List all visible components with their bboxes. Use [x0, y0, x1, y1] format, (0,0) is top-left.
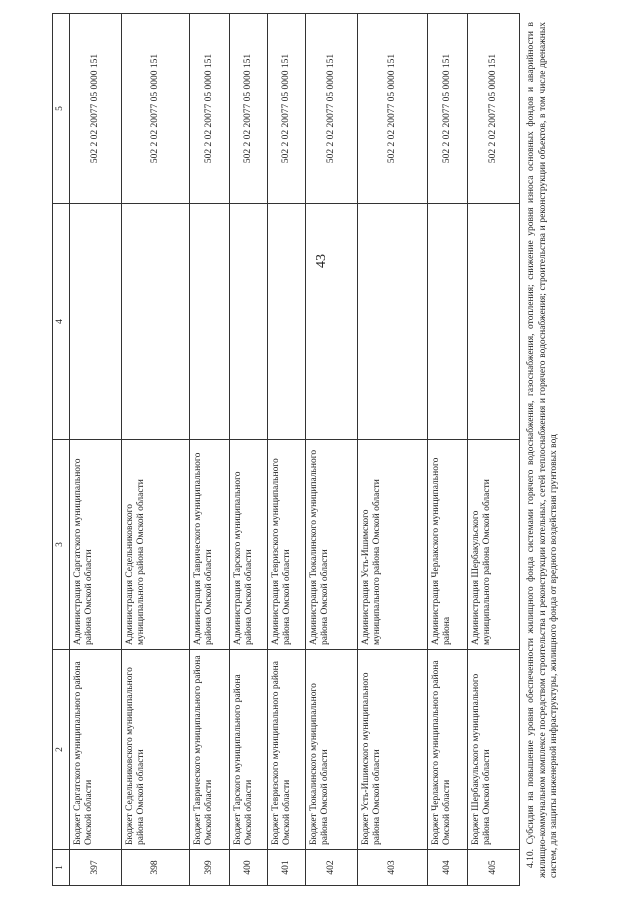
code-cell: 502 2 02 20077 05 0000 151: [358, 14, 428, 204]
column-4-cell: [358, 204, 428, 440]
row-number: 400: [230, 850, 268, 886]
row-number: 402: [306, 850, 358, 886]
column-4-cell: [268, 204, 306, 440]
row-number: 397: [70, 850, 122, 886]
column-header: 3: [53, 440, 70, 650]
table-row: [358, 14, 428, 886]
budget-table: [52, 13, 520, 886]
budget-cell: Бюджет Шербакульского муниципального района Омской области: [468, 650, 520, 850]
administrator-cell: Администрация Усть-Ишимского муниципального района Омской области: [358, 440, 428, 650]
code-cell: 502 2 02 20077 05 0000 151: [428, 14, 468, 204]
table-row: [230, 14, 268, 886]
rotated-table-block: [52, 14, 572, 886]
code-cell: 502 2 02 20077 05 0000 151: [190, 14, 230, 204]
row-number: 403: [358, 850, 428, 886]
code-cell: 502 2 02 20077 05 0000 151: [70, 14, 122, 204]
table-row: [70, 14, 122, 886]
budget-cell: Бюджет Усть-Ишимского муниципального района Омской области: [358, 650, 428, 850]
table-row: [190, 14, 230, 886]
budget-cell: Бюджет Тарского муниципального района Омской области: [230, 650, 268, 850]
row-number: 404: [428, 850, 468, 886]
column-4-cell: [70, 204, 122, 440]
column-header: 2: [53, 650, 70, 850]
code-cell: 502 2 02 20077 05 0000 151: [268, 14, 306, 204]
table-row: [122, 14, 190, 886]
administrator-cell: Администрация Черлакского муниципального района: [428, 440, 468, 650]
administrator-cell: Администрация Саргатского муниципального района Омской области: [70, 440, 122, 650]
column-4-cell: [428, 204, 468, 440]
column-header: 1: [53, 850, 70, 886]
table-row: [306, 14, 358, 886]
column-header: 5: [53, 14, 70, 204]
row-number: 399: [190, 850, 230, 886]
budget-cell: Бюджет Тевризского муниципального района Омской области: [268, 650, 306, 850]
code-cell: 502 2 02 20077 05 0000 151: [468, 14, 520, 204]
row-number: 405: [468, 850, 520, 886]
administrator-cell: Администрация Тевризского муниципального района Омской области: [268, 440, 306, 650]
budget-cell: Бюджет Седельниковского муниципального района Омской области: [122, 650, 190, 850]
code-cell: 502 2 02 20077 05 0000 151: [230, 14, 268, 204]
column-4-cell: [122, 204, 190, 440]
code-cell: 502 2 02 20077 05 0000 151: [306, 14, 358, 204]
administrator-cell: Администрация Тюкалинского муниципального района Омской области: [306, 440, 358, 650]
header-row: [53, 14, 70, 886]
administrator-cell: Администрация Тарского муниципального района Омской области: [230, 440, 268, 650]
budget-cell: Бюджет Таврического муниципального района Омской области: [190, 650, 230, 850]
row-number: 398: [122, 850, 190, 886]
budget-cell: Бюджет Саргатского муниципального района Омской области: [70, 650, 122, 850]
column-4-cell: [190, 204, 230, 440]
row-number: 401: [268, 850, 306, 886]
column-4-cell: [468, 204, 520, 440]
budget-cell: Бюджет Тюкалинского муниципального района Омской области: [306, 650, 358, 850]
column-4-cell: [230, 204, 268, 440]
budget-cell: Бюджет Черлакского муниципального района Омской области: [428, 650, 468, 850]
table-row: [468, 14, 520, 886]
section-note: 4.10. Субсидия на повышение уровня обеспеченности жилищного фонда системами горячего водоснабжения, газоснабжения, отопления; снижение уровня износа основных фондов и аварийности в жилищно-коммунальном комплексе посредством строительства и реконструкции котельных, сетей теплоснабжения и горячего водоснабжения; строительства и реконструкции объектов, в том числе дренажных систем, для защиты инженерной инфраструктуры, жилищного фонда от вредного воздействия грунтовых вод: [526, 22, 559, 878]
page-number: 43: [314, 254, 329, 268]
column-header: 4: [53, 204, 70, 440]
administrator-cell: Администрация Таврического муниципального района Омской области: [190, 440, 230, 650]
table-row: [268, 14, 306, 886]
table-row: [428, 14, 468, 886]
code-cell: 502 2 02 20077 05 0000 151: [122, 14, 190, 204]
administrator-cell: Администрация Шербакульского муниципального района Омской области: [468, 440, 520, 650]
administrator-cell: Администрация Седельниковского муниципального района Омской области: [122, 440, 190, 650]
column-4-cell: [306, 204, 358, 440]
